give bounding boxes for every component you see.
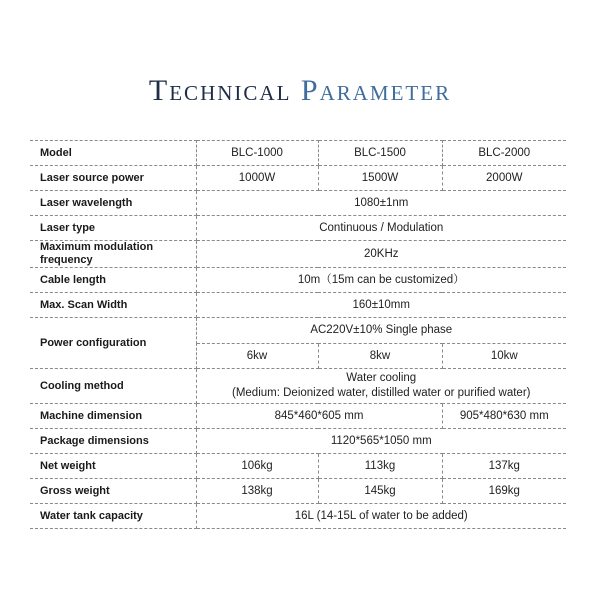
cell-value: 106kg: [196, 454, 318, 479]
table-row: [30, 141, 566, 166]
row-label: Cable length: [30, 268, 196, 293]
row-label: Model: [30, 141, 196, 166]
cell-value: 145kg: [318, 479, 442, 504]
row-label: Water tank capacity: [30, 504, 196, 529]
cell-value: 138kg: [196, 479, 318, 504]
model-name: BLC-1000: [196, 141, 318, 166]
row-label: Net weight: [30, 454, 196, 479]
cooling-line-1: Water cooling: [346, 372, 417, 384]
table-row: [30, 454, 566, 479]
title-word-2: Parameter: [300, 74, 452, 107]
row-label: Cooling method: [30, 369, 196, 404]
cooling-line-2: (Medium: Deionized water, distilled water or purified water): [232, 387, 531, 399]
row-label: Laser type: [30, 216, 196, 241]
cell-value: 16L (14-15L of water to be added): [196, 504, 566, 529]
cell-value: 1000W: [196, 166, 318, 191]
cell-value: 20KHz: [196, 241, 566, 268]
table-row: [30, 504, 566, 529]
table-row: [30, 479, 566, 504]
table-row: [30, 191, 566, 216]
table-row: [30, 268, 566, 293]
cell-value: 905*480*630 mm: [442, 404, 566, 429]
cell-value: 169kg: [442, 479, 566, 504]
cell-value: 10m（15m can be customized）: [196, 268, 566, 293]
table-row: [30, 318, 566, 344]
row-label: Laser wavelength: [30, 191, 196, 216]
cell-value: 1080±1nm: [196, 191, 566, 216]
page-title: [0, 74, 600, 108]
table-row: [30, 216, 566, 241]
row-label: Gross weight: [30, 479, 196, 504]
row-label: Machine dimension: [30, 404, 196, 429]
cell-value: 160±10mm: [196, 293, 566, 318]
title-word-1: Technical: [148, 74, 292, 107]
row-label: Maximum modulation frequency: [30, 241, 196, 268]
table-row: [30, 369, 566, 404]
parameter-table: [30, 140, 566, 529]
table-row: [30, 429, 566, 454]
row-label: Power configuration: [30, 318, 196, 369]
row-label: Laser source power: [30, 166, 196, 191]
cell-value: 137kg: [442, 454, 566, 479]
model-name: BLC-1500: [318, 141, 442, 166]
cell-value: AC220V±10% Single phase: [196, 318, 566, 344]
cell-value: Continuous / Modulation: [196, 216, 566, 241]
cell-value: 1120*565*1050 mm: [196, 429, 566, 454]
cell-value: 10kw: [442, 344, 566, 369]
cell-value: 1500W: [318, 166, 442, 191]
cell-value: 113kg: [318, 454, 442, 479]
cell-value: 2000W: [442, 166, 566, 191]
table-row: [30, 241, 566, 268]
cell-value: 845*460*605 mm: [196, 404, 442, 429]
table-row: [30, 404, 566, 429]
row-label: Package dimensions: [30, 429, 196, 454]
row-label: Max. Scan Width: [30, 293, 196, 318]
table-row: [30, 293, 566, 318]
cell-value: [196, 369, 566, 404]
cell-value: 8kw: [318, 344, 442, 369]
table-row: [30, 166, 566, 191]
cell-value: 6kw: [196, 344, 318, 369]
model-name: BLC-2000: [442, 141, 566, 166]
